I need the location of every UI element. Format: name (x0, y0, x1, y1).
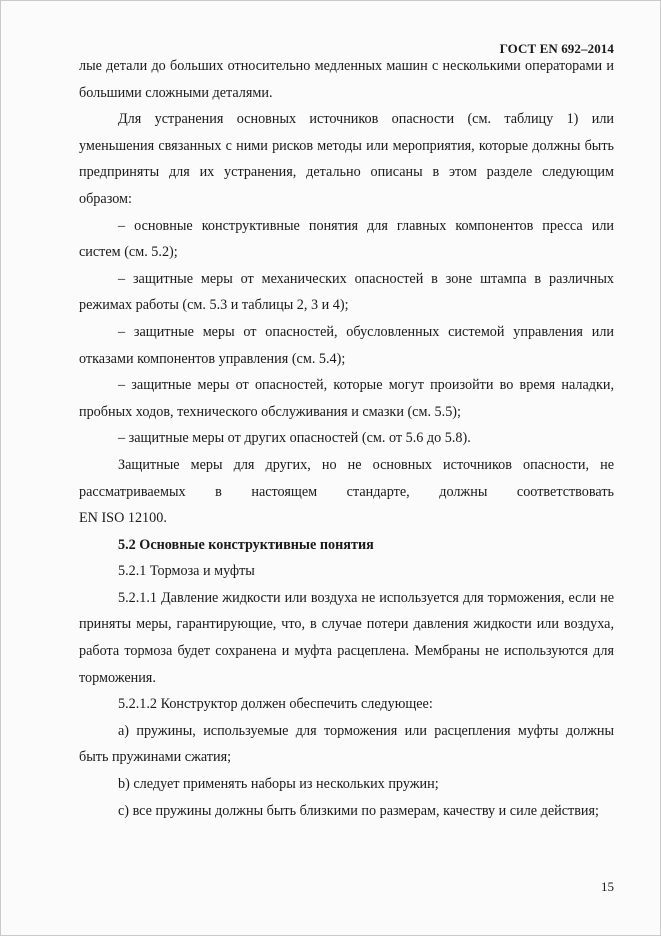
lettered-item: b) следует применять наборы из нескольких пружин; (118, 776, 439, 793)
clause-5-2-1-2: 5.2.1.2 Конструктор должен обеспечить следующее: (118, 696, 433, 713)
paragraph-intro: Для устранения основных источников опасности (см. таблицу 1) или уменьшения связанных с ними рисков методы или мероприятия, которые должны быть предприняты для их устранения, детально описаны в этом разделе следующим образом: (79, 111, 614, 207)
list-item: – защитные меры от механических опасностей в зоне штампа в различных режимах работы (см. 5.3 и таблицы 2, 3 и 4); (79, 270, 614, 314)
lettered-item: a) пружины, используемые для торможения или расцепления муфты должны быть пружинами сжатия; (79, 722, 614, 766)
section-heading: 5.2 Основные конструктивные понятия (118, 536, 374, 553)
clause-5-2-1-1: 5.2.1.1 Давление жидкости или воздуха не используется для торможения, если не приняты меры, гарантирующие, что, в случае потери давления жидкости или воздуха, работа тормоза будет сохранена и муфта расцеплена. Мембраны не используются для торможения. (79, 589, 614, 686)
paragraph-other-hazards-end: EN ISO 12100. (79, 510, 167, 527)
page-number: 15 (601, 879, 614, 894)
subsection-heading: 5.2.1 Тормоза и муфты (118, 563, 255, 580)
paragraph-continuation: лые детали до больших относительно медленных машин с несколькими операторами и большими сложными деталями. (79, 58, 614, 101)
document-header: ГОСТ EN 692–2014 (499, 41, 614, 56)
list-item: – основные конструктивные понятия для главных компонентов пресса или систем (см. 5.2); (79, 217, 614, 261)
paragraph-other-hazards: Защитные меры для других, но не основных источников опасности, не рассматриваемых в настоящем стандарте, должны соответствовать (79, 456, 614, 500)
page-content (79, 53, 614, 824)
list-item: – защитные меры от других опасностей (см. от 5.6 до 5.8). (118, 430, 471, 447)
lettered-item: c) все пружины должны быть близкими по размерам, качеству и силе действия; (118, 802, 599, 819)
list-item: – защитные меры от опасностей, обусловленных системой управления или отказами компонентов управления (см. 5.4); (79, 323, 614, 367)
list-item: – защитные меры от опасностей, которые могут произойти во время наладки, пробных ходов, технического обслуживания и смазки (см. 5.5); (79, 377, 614, 420)
